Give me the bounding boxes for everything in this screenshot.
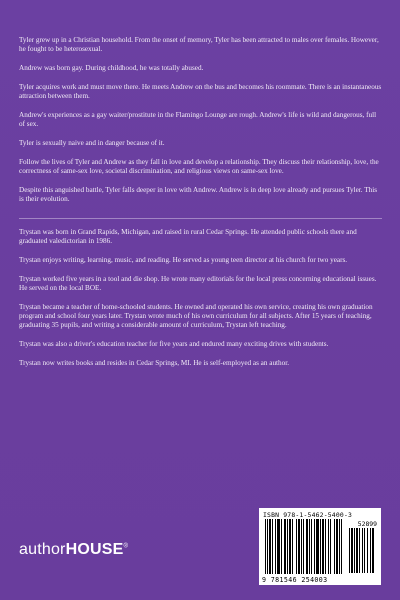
description-paragraph-3: Tyler acquires work and must move there. He meets Andrew on the bus and becomes his roommate. There is an instantaneous attraction between them.	[19, 83, 382, 100]
bio-paragraph-3: Trystan worked five years in a tool and die shop. He wrote many editorials for the local press concerning educational issues. He served on the local BOE.	[19, 275, 377, 292]
bio-paragraph-4: Trystan became a teacher of home-schooled students. He owned and operated his own service, creating his own graduation program and school four years later. Trystan wrote much of his own curriculum for all subjects. After 15 years of teaching, graduating 35 pupils, and writing a considerable amount of curriculum, Trystan left teaching.	[19, 303, 373, 329]
ean-digits: 9 781546 254003	[262, 576, 328, 584]
publisher-name-light: author	[19, 541, 66, 558]
registered-mark: ®	[123, 543, 129, 550]
isbn-barcode	[259, 508, 381, 585]
bio-paragraph-5: Trystan was also a driver's education teacher for five years and endured many exciting drives with students.	[19, 340, 329, 348]
cover-text	[19, 36, 382, 378]
bio-paragraph-2: Trystan enjoys writing, learning, music, and reading. He served as young teen director at his church for two years.	[19, 256, 348, 264]
price-code: 52899	[357, 520, 377, 528]
book-description	[19, 36, 382, 204]
isbn-number: ISBN 978-1-5462-5400-3	[263, 511, 353, 519]
section-divider	[19, 218, 382, 219]
description-paragraph-7: Despite this anguished battle, Tyler falls deeper in love with Andrew. Andrew is in deep love already and pursues Tyler. This is their evolution.	[19, 186, 378, 203]
barcode-stripe	[341, 519, 342, 574]
description-paragraph-6: Follow the lives of Tyler and Andrew as they fall in love and develop a relationship. They discuss their relationship, love, the correctness of same-sex love, societal discrimination, and religious views on same-sex love.	[19, 158, 379, 175]
description-paragraph-1: Tyler grew up in a Christian household. From the onset of memory, Tyler has been attracted to males over females. However, he fought to be heterosexual.	[19, 36, 379, 53]
bio-paragraph-6: Trystan now writes books and resides in Cedar Springs, MI. He is self-employed as an author.	[19, 359, 290, 367]
publisher-logo	[19, 541, 128, 559]
description-paragraph-5: Tyler is sexually naive and in danger because of it.	[19, 139, 165, 147]
publisher-name-bold: HOUSE	[65, 541, 124, 558]
barcode-bars	[265, 519, 345, 574]
bio-paragraph-1: Trystan was born in Grand Rapids, Michigan, and raised in rural Cedar Springs. He attended public schools there and graduated valedictorian in 1986.	[19, 228, 357, 245]
description-paragraph-4: Andrew's experiences as a gay waiter/prostitute in the Flamingo Lounge are rough. Andrew's life is wild and dangerous, full of sex.	[19, 111, 377, 128]
description-paragraph-2: Andrew was born gay. During childhood, he was totally abused.	[19, 64, 204, 72]
barcode-stripe	[374, 528, 375, 573]
addon-barcode-bars	[349, 528, 377, 573]
author-bio	[19, 228, 382, 368]
